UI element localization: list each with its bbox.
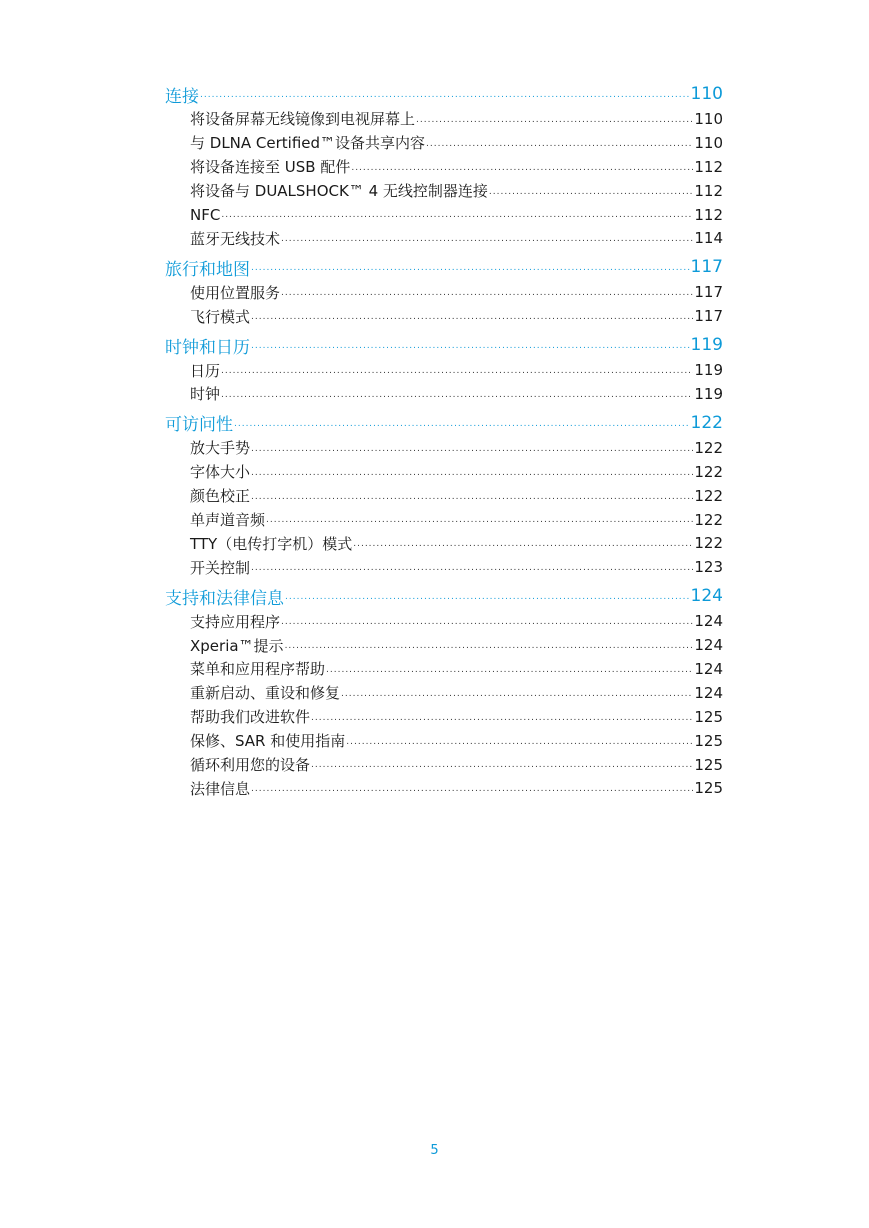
toc-entry[interactable] — [165, 531, 723, 555]
toc-entry[interactable] — [165, 753, 723, 777]
toc-entry-page-number: 124 — [694, 612, 723, 631]
dot-leader — [489, 188, 693, 197]
toc-entry[interactable] — [165, 203, 723, 227]
toc-section-heading[interactable] — [165, 332, 723, 358]
toc-entry[interactable] — [165, 729, 723, 753]
toc-entry-page-number: 122 — [694, 462, 723, 481]
dot-leader — [221, 211, 693, 220]
dot-leader — [200, 91, 690, 100]
toc-entry-title: NFC — [190, 205, 221, 224]
toc-section-heading-page-number: 117 — [690, 257, 723, 278]
toc-entry[interactable] — [165, 436, 723, 460]
toc-entry[interactable] — [165, 382, 723, 406]
toc-entry[interactable] — [165, 131, 723, 155]
toc-section-heading-title: 支持和法律信息 — [165, 588, 284, 609]
toc-entry-page-number: 123 — [694, 558, 723, 577]
toc-entry-title: 与 DLNA Certified™设备共享内容 — [190, 134, 426, 153]
toc-entry[interactable] — [165, 705, 723, 729]
dot-leader — [251, 342, 690, 351]
toc-entry-page-number: 117 — [694, 283, 723, 302]
toc-entry-page-number: 122 — [694, 534, 723, 553]
toc-section-heading-title: 可访问性 — [165, 415, 233, 436]
toc-section — [165, 254, 723, 328]
toc-section-heading[interactable] — [165, 410, 723, 436]
dot-leader — [251, 564, 693, 573]
toc-entry-title: 菜单和应用程序帮助 — [190, 660, 326, 679]
dot-leader — [311, 761, 693, 770]
toc-entry[interactable] — [165, 555, 723, 579]
dot-leader — [251, 469, 693, 478]
toc-section-heading-page-number: 124 — [690, 586, 723, 607]
toc-entry[interactable] — [165, 280, 723, 304]
toc-entry-title: Xperia™提示 — [190, 636, 284, 655]
toc-section-heading[interactable] — [165, 254, 723, 280]
dot-leader — [251, 264, 690, 273]
toc-entry-title: 重新启动、重设和修复 — [190, 684, 341, 703]
toc-entry-title: 日历 — [190, 361, 221, 380]
toc-section — [165, 332, 723, 406]
toc-entry[interactable] — [165, 633, 723, 657]
toc-entry-page-number: 112 — [694, 181, 723, 200]
toc-entry-title: 放大手势 — [190, 439, 251, 458]
toc-entry-page-number: 112 — [694, 205, 723, 224]
toc-entry[interactable] — [165, 657, 723, 681]
dot-leader — [426, 140, 693, 149]
dot-leader — [234, 420, 690, 429]
dot-leader — [311, 714, 693, 723]
toc-entry-title: 法律信息 — [190, 779, 251, 798]
toc-section-heading-title: 时钟和日历 — [165, 337, 250, 358]
toc-section-heading-page-number: 119 — [690, 335, 723, 356]
toc-section-heading-title: 旅行和地图 — [165, 259, 250, 280]
toc-section-heading[interactable] — [165, 81, 723, 107]
toc-entry-page-number: 122 — [694, 486, 723, 505]
toc-entry-page-number: 124 — [694, 636, 723, 655]
toc-entry-page-number: 114 — [694, 229, 723, 248]
dot-leader — [251, 313, 693, 322]
toc-entry[interactable] — [165, 304, 723, 328]
toc-entry-title: 将设备与 DUALSHOCK™ 4 无线控制器连接 — [190, 182, 488, 201]
dot-leader — [251, 493, 693, 502]
toc-entry-page-number: 125 — [694, 779, 723, 798]
dot-leader — [346, 738, 693, 747]
dot-leader — [281, 289, 693, 298]
toc-section-heading-page-number: 110 — [690, 84, 723, 104]
toc-section-heading-page-number: 122 — [690, 412, 723, 433]
toc-entry-page-number: 110 — [694, 109, 723, 128]
dot-leader — [351, 164, 693, 173]
toc-entry[interactable] — [165, 609, 723, 633]
toc-section — [165, 410, 723, 579]
toc-entry-title: 时钟 — [190, 385, 221, 404]
toc-entry[interactable] — [165, 681, 723, 705]
toc-entry-title: 将设备屏幕无线镜像到电视屏幕上 — [190, 110, 416, 129]
toc-entry-title: 保修、SAR 和使用指南 — [190, 732, 346, 751]
toc-section — [165, 583, 723, 800]
toc-entry[interactable] — [165, 460, 723, 484]
toc-entry-page-number: 119 — [694, 361, 723, 380]
toc-entry[interactable] — [165, 226, 723, 250]
toc-entry-page-number: 117 — [694, 307, 723, 326]
toc-entry-title: 支持应用程序 — [190, 612, 281, 631]
toc-entry-page-number: 110 — [694, 133, 723, 152]
dot-leader — [281, 618, 693, 627]
dot-leader — [416, 116, 693, 125]
toc-entry[interactable] — [165, 358, 723, 382]
toc-entry-title: 帮助我们改进软件 — [190, 708, 311, 727]
toc-entry-page-number: 112 — [694, 157, 723, 176]
toc-entry-page-number: 119 — [694, 384, 723, 403]
toc-entry-title: 将设备连接至 USB 配件 — [190, 158, 351, 177]
toc-entry-title: TTY（电传打字机）模式 — [190, 534, 353, 553]
toc-entry[interactable] — [165, 155, 723, 179]
toc-entry[interactable] — [165, 508, 723, 532]
toc-entry[interactable] — [165, 107, 723, 131]
toc-entry-page-number: 125 — [694, 731, 723, 750]
dot-leader — [251, 445, 693, 454]
toc-entry-title: 开关控制 — [190, 558, 251, 577]
toc-section — [165, 81, 723, 250]
toc-entry[interactable] — [165, 179, 723, 203]
dot-leader — [251, 785, 693, 794]
table-of-contents — [165, 81, 723, 800]
dot-leader — [221, 367, 693, 376]
page-number: 5 — [430, 1143, 439, 1158]
toc-entry-title: 单声道音频 — [190, 511, 266, 530]
toc-entry-title: 循环利用您的设备 — [190, 756, 311, 775]
toc-entry-title: 字体大小 — [190, 463, 251, 482]
toc-entry-page-number: 125 — [694, 755, 723, 774]
toc-entry-page-number: 125 — [694, 707, 723, 726]
toc-entry-page-number: 124 — [694, 659, 723, 678]
dot-leader — [221, 391, 693, 400]
dot-leader — [326, 666, 693, 675]
toc-section-heading[interactable] — [165, 583, 723, 609]
toc-section-heading-title: 连接 — [165, 86, 199, 107]
toc-entry-title: 飞行模式 — [190, 307, 251, 326]
toc-entry-page-number: 122 — [694, 438, 723, 457]
dot-leader — [285, 593, 690, 602]
dot-leader — [341, 690, 693, 699]
dot-leader — [353, 540, 693, 549]
toc-entry-page-number: 124 — [694, 683, 723, 702]
toc-entry[interactable] — [165, 776, 723, 800]
toc-entry-page-number: 122 — [694, 510, 723, 529]
dot-leader — [281, 235, 693, 244]
toc-entry[interactable] — [165, 484, 723, 508]
toc-entry-title: 使用位置服务 — [190, 283, 281, 302]
dot-leader — [285, 642, 694, 651]
toc-entry-title: 颜色校正 — [190, 487, 251, 506]
dot-leader — [266, 516, 693, 525]
toc-entry-title: 蓝牙无线技术 — [190, 229, 281, 248]
